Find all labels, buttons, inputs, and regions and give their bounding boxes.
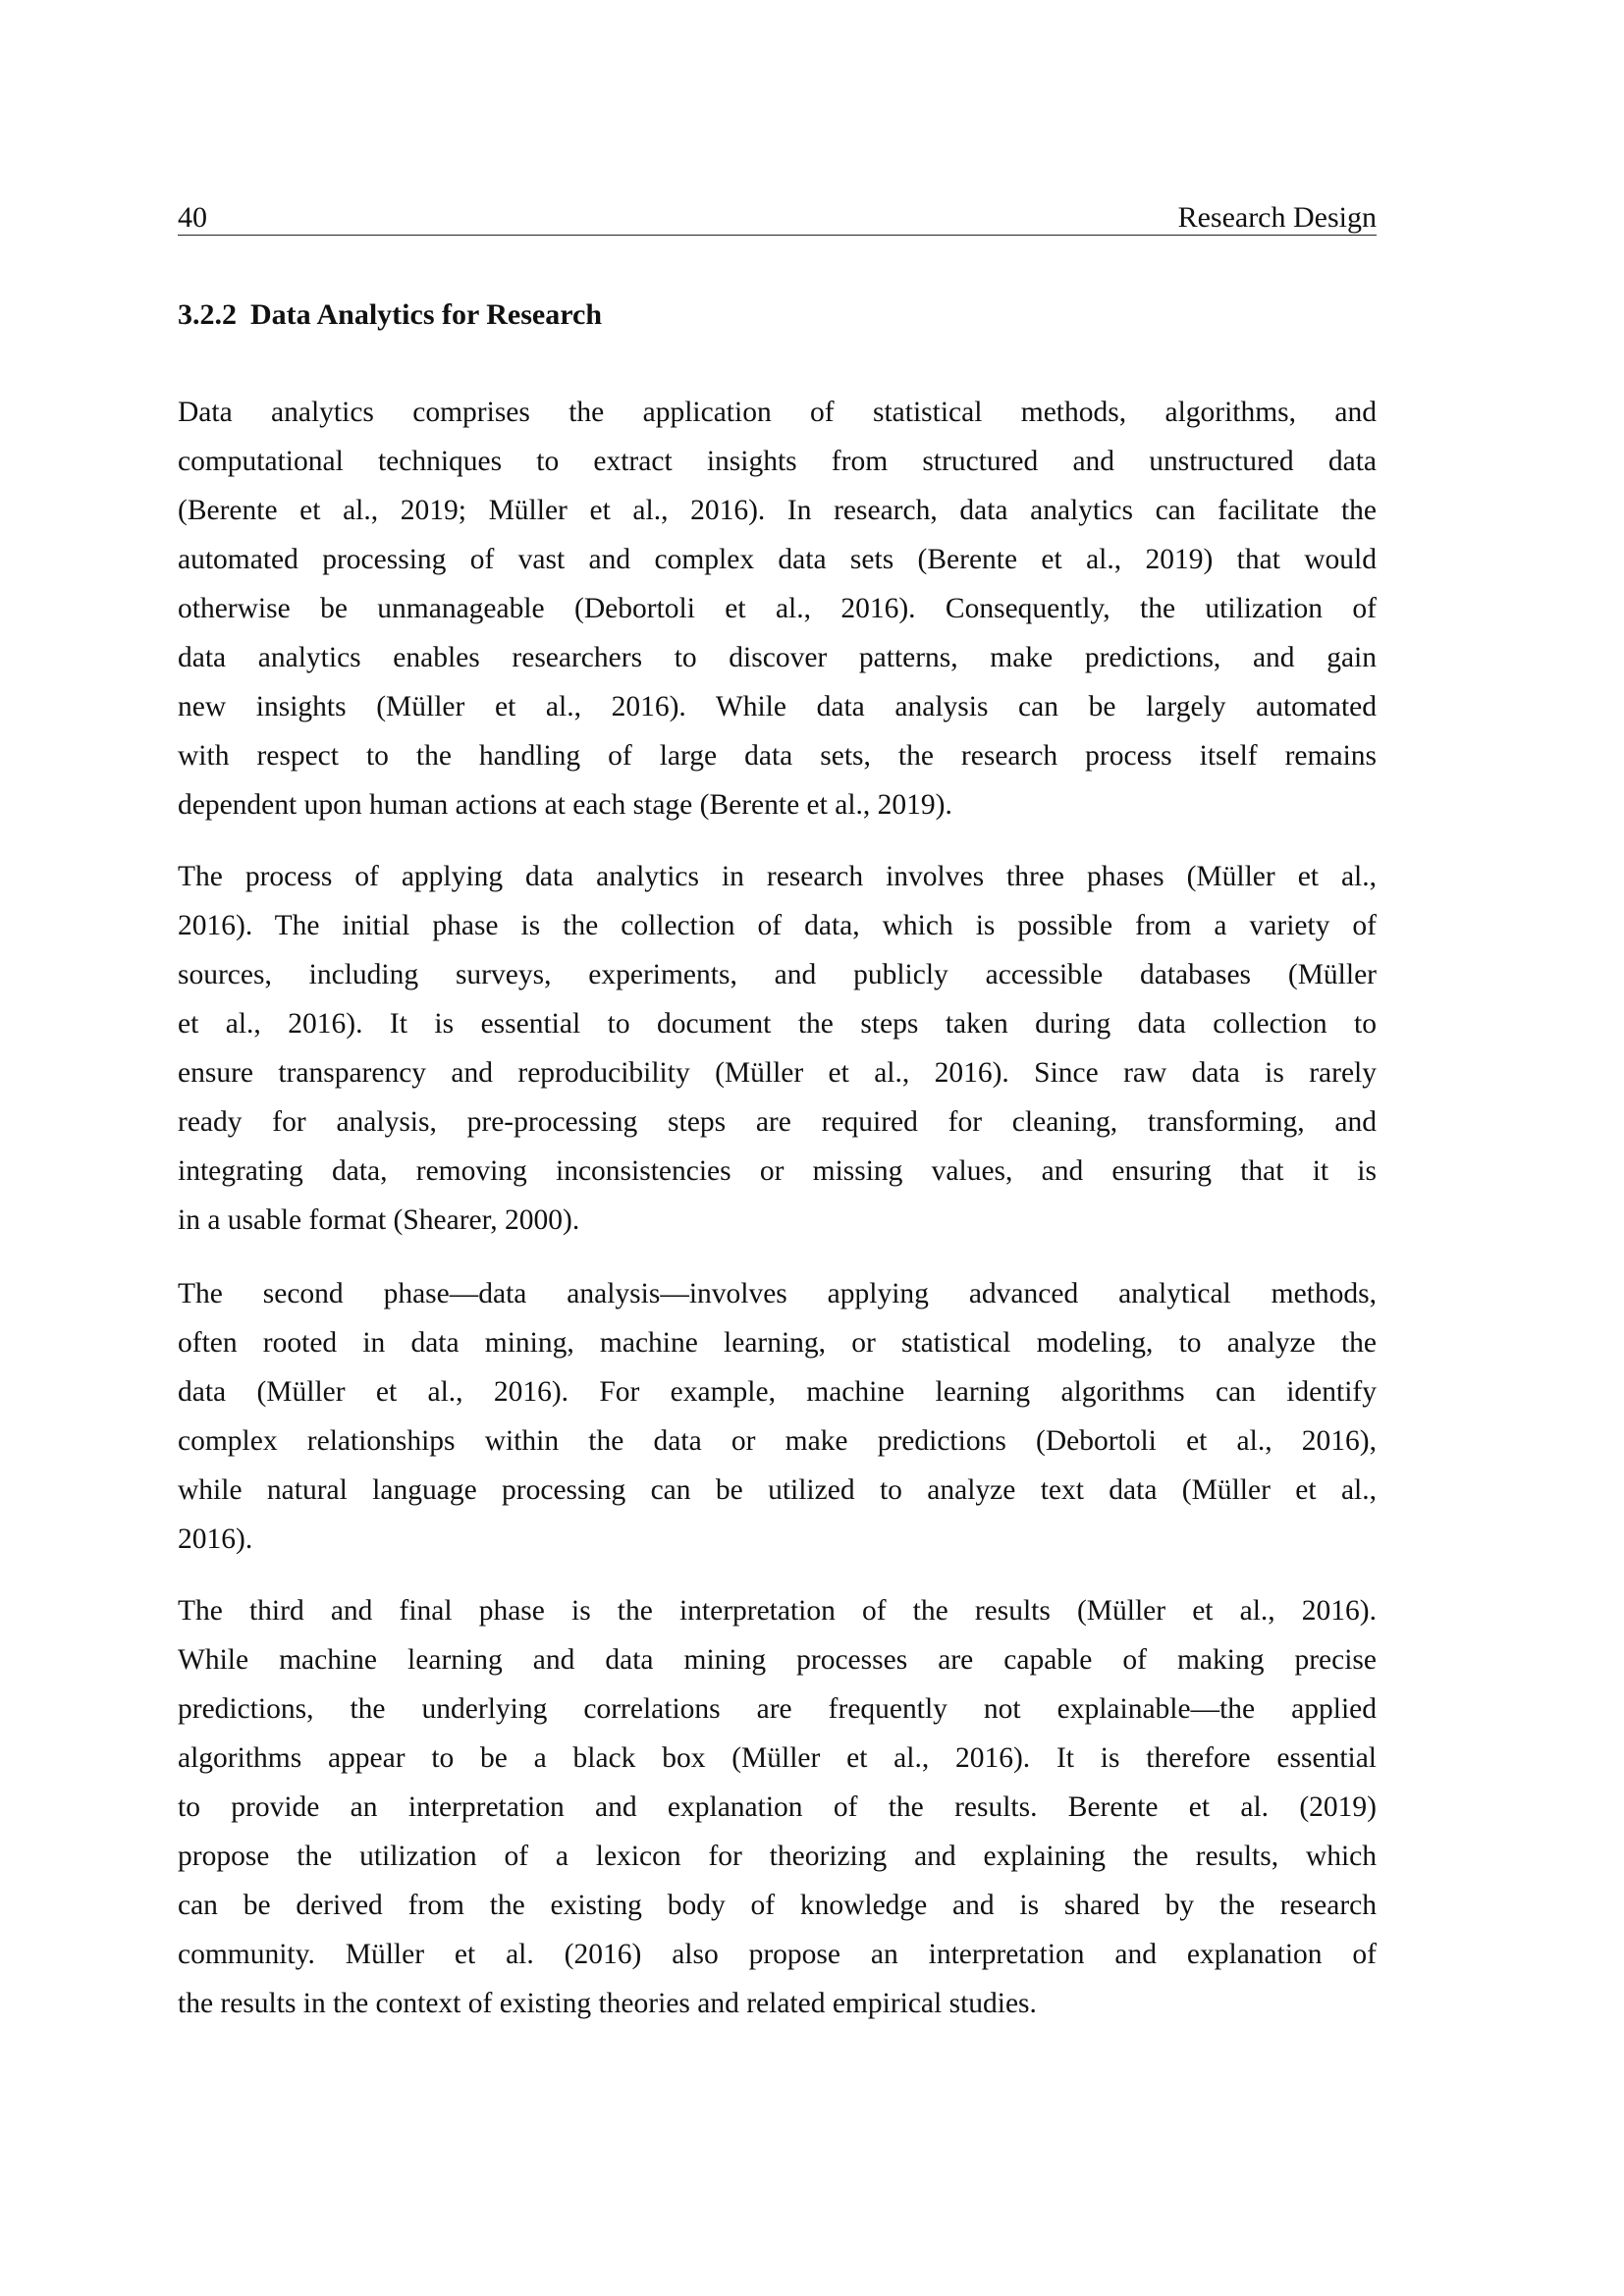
text-line: new insights (Müller et al., 2016). While data analysis can be largely automated xyxy=(178,691,1377,722)
text-line: ensure transparency and reproducibility (Müller et al., 2016). Since raw data is rarely xyxy=(178,1057,1377,1089)
text-line: The process of applying data analytics in research involves three phases (Müller et al., xyxy=(178,861,1377,892)
text-line: community. Müller et al. (2016) also propose an interpretation and explanation of xyxy=(178,1939,1377,1970)
page-number: 40 xyxy=(178,201,207,234)
text-line: in a usable format (Shearer, 2000). xyxy=(178,1204,580,1236)
text-line: data analytics enables researchers to discover patterns, make predictions, and gain xyxy=(178,642,1377,673)
text-line: integrating data, removing inconsistencies or missing values, and ensuring that it is xyxy=(178,1155,1377,1187)
section-heading xyxy=(178,297,602,333)
text-line: while natural language processing can be utilized to analyze text data (Müller et al., xyxy=(178,1474,1377,1506)
text-line: can be derived from the existing body of knowledge and is shared by the research xyxy=(178,1890,1377,1921)
text-line: otherwise be unmanageable (Debortoli et al., 2016). Consequently, the utilization of xyxy=(178,593,1377,624)
text-line: propose the utilization of a lexicon for theorizing and explaining the results, which xyxy=(178,1841,1377,1872)
text-line: often rooted in data mining, machine learning, or statistical modeling, to analyze the xyxy=(178,1327,1377,1359)
text-line: data (Müller et al., 2016). For example, machine learning algorithms can identify xyxy=(178,1376,1377,1408)
text-line: The second phase—data analysis—involves applying advanced analytical methods, xyxy=(178,1278,1377,1309)
text-line: sources, including surveys, experiments, and publicly accessible databases (Müller xyxy=(178,959,1377,990)
text-line: automated processing of vast and complex data sets (Berente et al., 2019) that would xyxy=(178,544,1377,575)
text-line: (Berente et al., 2019; Müller et al., 2016). In research, data analytics can facilitate the xyxy=(178,495,1377,526)
text-line: the results in the context of existing theories and related empirical studies. xyxy=(178,1988,1037,2019)
text-line: 2016). The initial phase is the collection of data, which is possible from a variety of xyxy=(178,910,1377,941)
chapter-title: Research Design xyxy=(1177,201,1377,234)
text-line: complex relationships within the data or make predictions (Debortoli et al., 2016), xyxy=(178,1425,1377,1457)
text-line: computational techniques to extract insights from structured and unstructured data xyxy=(178,446,1377,477)
text-line: with respect to the handling of large data sets, the research process itself remains xyxy=(178,740,1377,772)
text-line: 2016). xyxy=(178,1523,253,1555)
text-line: ready for analysis, pre-processing steps are required for cleaning, transforming, and xyxy=(178,1106,1377,1138)
section-title: Data Analytics for Research xyxy=(250,298,603,331)
text-line: to provide an interpretation and explanation of the results. Berente et al. (2019) xyxy=(178,1791,1377,1823)
text-line: et al., 2016). It is essential to document the steps taken during data collection to xyxy=(178,1008,1377,1040)
text-line: The third and final phase is the interpretation of the results (Müller et al., 2016). xyxy=(178,1595,1377,1627)
text-line: algorithms appear to be a black box (Müller et al., 2016). It is therefore essential xyxy=(178,1742,1377,1774)
text-line: predictions, the underlying correlations are frequently not explainable—the applied xyxy=(178,1693,1377,1725)
text-line: dependent upon human actions at each stage (Berente et al., 2019). xyxy=(178,789,952,821)
section-number: 3.2.2 xyxy=(178,298,237,331)
text-line: While machine learning and data mining processes are capable of making precise xyxy=(178,1644,1377,1676)
running-header xyxy=(178,196,1377,236)
text-line: Data analytics comprises the application of statistical methods, algorithms, and xyxy=(178,397,1377,428)
